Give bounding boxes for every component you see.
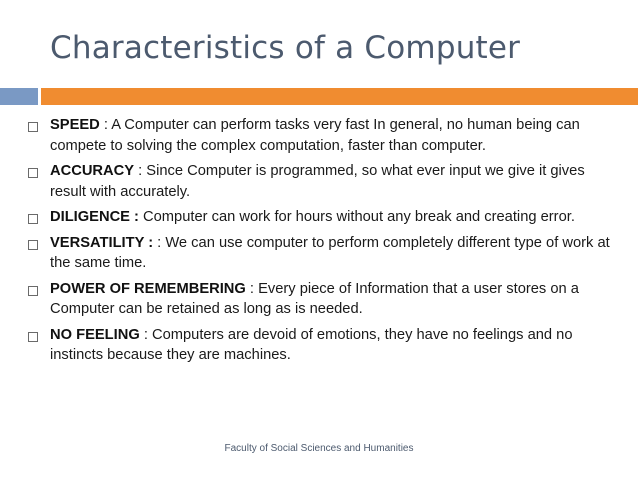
bullet-speed [28,115,618,156]
bullet-text: Computer can work for hours without any break and creating error. [138,209,575,225]
bullet-term: DILIGENCE : [50,209,139,225]
bullet-no-feeling [28,325,618,366]
square-bullet-icon [28,286,38,296]
bullet-term: NO FEELING [50,326,140,343]
bullet-text: : Computers are devoid of emotions, they have no feelings and no instincts because they are machines. [50,326,573,363]
bullet-text: : We can use computer to perform completely different type of work at the same time. [50,234,610,271]
bullet-text: : Since Computer is programmed, so what ever input we give it gives result with accurately. [50,163,585,200]
bullet-term: SPEED [50,117,100,133]
bullet-diligence [28,207,618,228]
square-bullet-icon [28,214,38,224]
bullet-accuracy [28,161,618,202]
bullet-term: POWER OF REMEMBERING [50,280,246,297]
bullet-versatility [28,233,618,274]
square-bullet-icon [28,122,38,132]
title-rule-right [41,88,638,105]
slide-title: Characteristics of a Computer [50,30,521,66]
bullet-term: ACCURACY [50,163,135,179]
bullet-text: : Every piece of Information that a user stores on a Computer can be retained as long as is needed. [50,280,579,317]
bullet-text: : A Computer can perform tasks very fast In general, no human being can compete to solving the complex computation, faster than computer. [50,117,580,154]
square-bullet-icon [28,240,38,250]
bullet-term: VERSATILITY : [50,234,158,251]
slide-footer: Faculty of Social Sciences and Humanities [224,443,414,454]
bullet-list [28,115,618,371]
square-bullet-icon [28,332,38,342]
bullet-power-of-remembering [28,279,618,320]
square-bullet-icon [28,168,38,178]
title-rule-left [0,88,38,105]
